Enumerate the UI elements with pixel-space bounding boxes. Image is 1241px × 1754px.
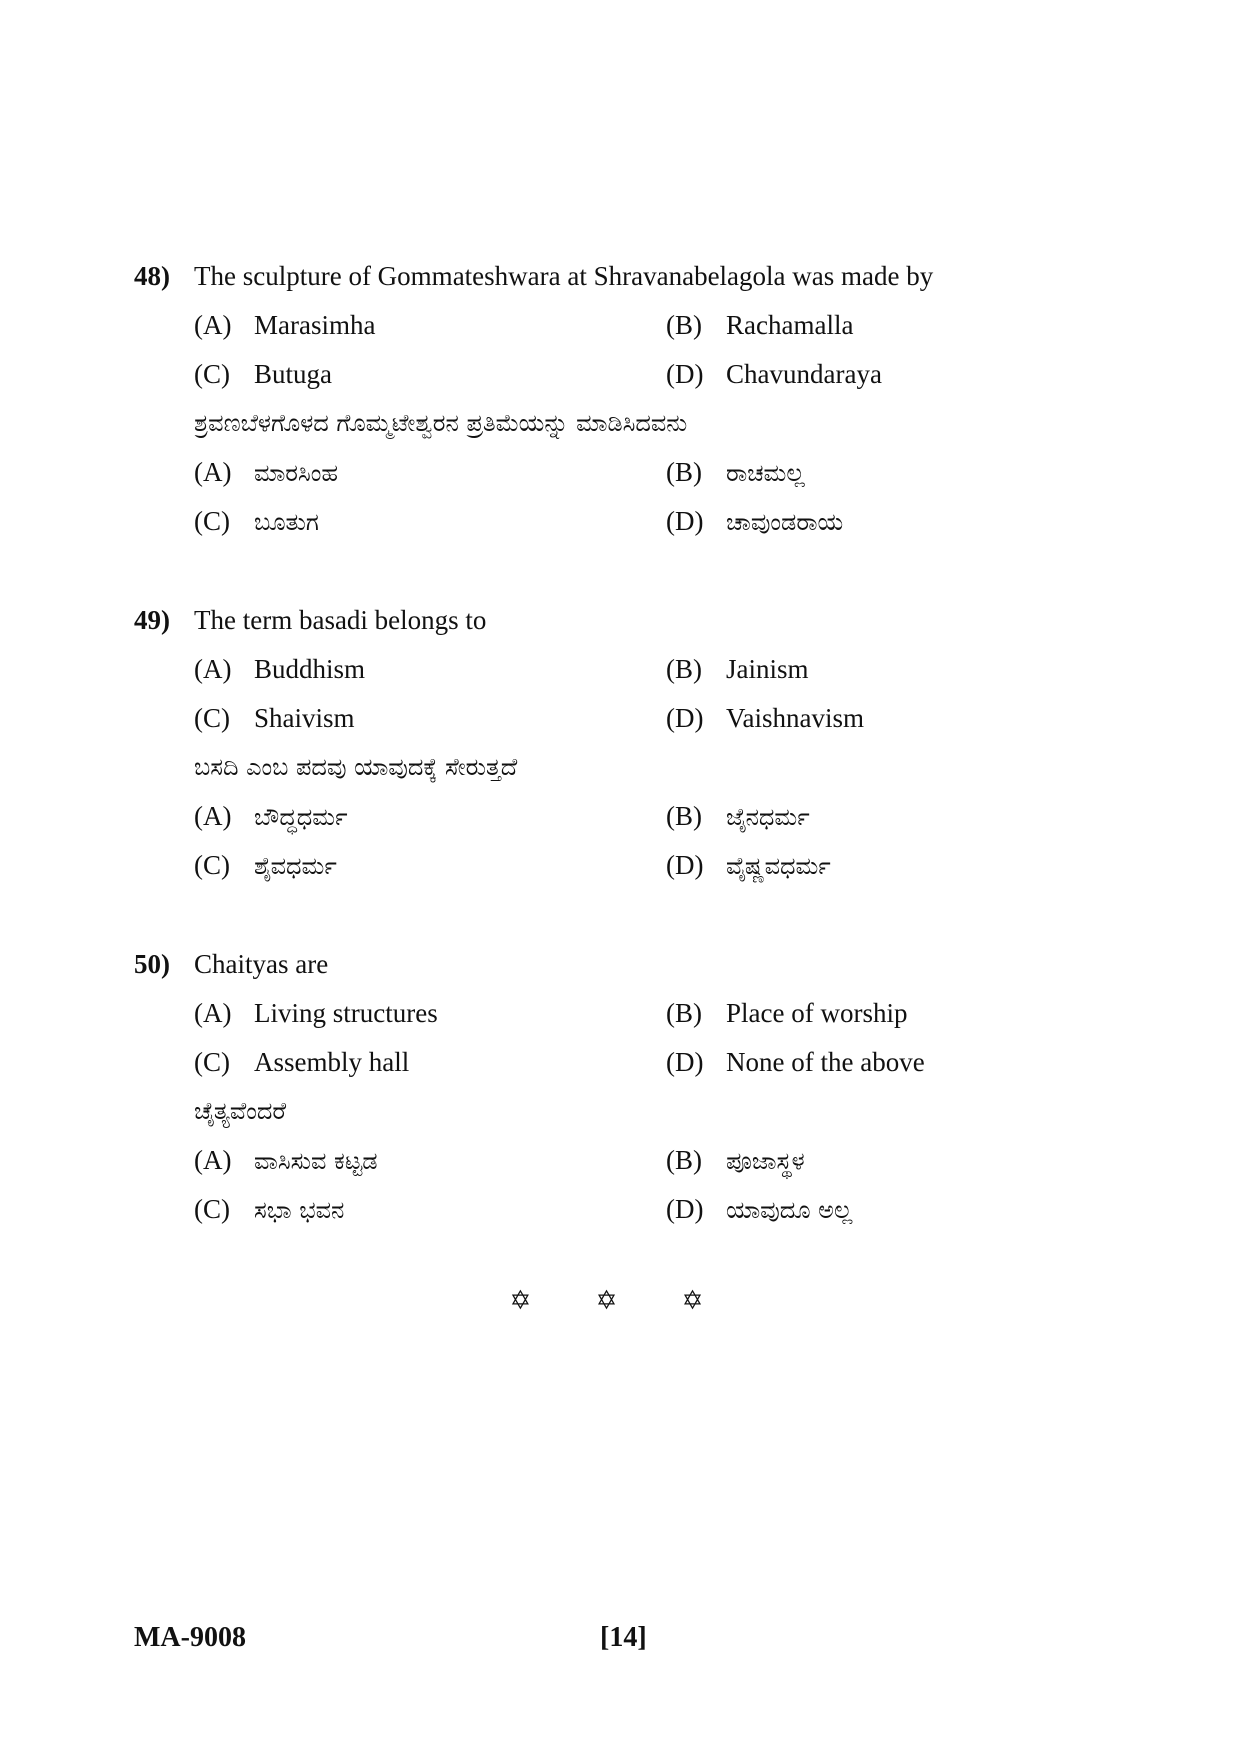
option-a-kannada (194, 1136, 378, 1186)
question-text: The term basadi belongs to (194, 605, 487, 635)
option-b-kannada (666, 792, 810, 842)
option-text: ರಾಚಮಲ್ಲ (726, 459, 805, 487)
option-label: (A) (194, 1145, 232, 1175)
options-row-kannada (194, 792, 1134, 841)
option-b (666, 301, 853, 350)
option-text: Assembly hall (254, 1047, 410, 1077)
question-text-kannada: ಬಸದಿ ಎಂಬ ಪದವು ಯಾವುದಕ್ಕೆ ಸೇರುತ್ತದೆ (194, 753, 518, 781)
page-number: [14] (600, 1622, 647, 1653)
options-row (194, 301, 1134, 350)
option-text: Rachamalla (726, 310, 854, 340)
paper-code: MA-9008 (134, 1622, 246, 1653)
options-row-kannada (194, 1136, 1134, 1185)
option-b-kannada (666, 448, 805, 498)
options-row (194, 989, 1134, 1038)
options-row-kannada (194, 497, 1134, 546)
options-row (194, 1038, 1134, 1087)
question-50 (134, 940, 1134, 1234)
option-b (666, 989, 907, 1038)
options-row (194, 350, 1134, 399)
question-line (134, 252, 1134, 301)
option-b-kannada (666, 1136, 805, 1186)
option-a-kannada (194, 792, 348, 842)
question-text: Chaityas are (194, 949, 329, 979)
option-c-kannada (194, 1185, 344, 1235)
option-c (194, 350, 332, 399)
option-c-kannada (194, 497, 319, 547)
option-text: Place of worship (726, 998, 908, 1028)
option-label: (C) (194, 1194, 230, 1224)
option-text: Shaivism (254, 703, 355, 733)
option-label: (D) (666, 703, 704, 733)
option-label: (B) (666, 998, 702, 1028)
option-d-kannada (666, 841, 831, 891)
options-row (194, 694, 1134, 743)
option-text: None of the above (726, 1047, 925, 1077)
question-text: The sculpture of Gommateshwara at Shravanabelagola was made by (194, 261, 934, 291)
option-text: ಚಾವುಂಡರಾಯ (726, 508, 844, 536)
option-label: (D) (666, 506, 704, 536)
option-d-kannada (666, 1185, 852, 1235)
option-c (194, 1038, 409, 1087)
option-label: (C) (194, 506, 230, 536)
option-label: (D) (666, 850, 704, 880)
option-text: Chavundaraya (726, 359, 882, 389)
option-a (194, 301, 375, 350)
question-49 (134, 596, 1134, 890)
question-48 (134, 252, 1134, 546)
option-label: (D) (666, 1194, 704, 1224)
option-text: Butuga (254, 359, 332, 389)
option-text: Buddhism (254, 654, 366, 684)
option-text: Jainism (726, 654, 809, 684)
option-d-kannada (666, 497, 843, 547)
option-label: (A) (194, 457, 232, 487)
option-a (194, 645, 365, 694)
option-a (194, 989, 438, 1038)
option-text: ಸಭಾ ಭವನ (254, 1196, 345, 1224)
option-label: (A) (194, 801, 232, 831)
option-text: ವೈಷ್ಣವಧರ್ಮ (726, 852, 831, 880)
option-label: (C) (194, 703, 230, 733)
option-label: (D) (666, 359, 704, 389)
option-label: (A) (194, 654, 232, 684)
question-number: 49) (134, 605, 170, 635)
option-d (666, 1038, 925, 1087)
question-line (134, 940, 1134, 989)
question-text-kannada: ಶ್ರವಣಬೆಳಗೊಳದ ಗೊಮ್ಮಟೇಶ್ವರನ ಪ್ರತಿಮೆಯನ್ನು ಮಾಡಿಸಿದವನು (194, 409, 688, 437)
option-text: ಶೈವಧರ್ಮ (254, 852, 337, 880)
options-row-kannada (194, 841, 1134, 890)
option-text: ಮಾರಸಿಂಹ (254, 459, 338, 487)
option-label: (B) (666, 457, 702, 487)
option-label: (A) (194, 310, 232, 340)
option-label: (C) (194, 1047, 230, 1077)
end-separator: ✡ ✡ ✡ (509, 1286, 732, 1316)
options-row (194, 645, 1134, 694)
question-text-kannada: ಚೈತ್ಯವೆಂದರೆ (194, 1097, 287, 1125)
option-label: (B) (666, 801, 702, 831)
option-text: ಪೂಜಾಸ್ಥಳ (726, 1147, 805, 1175)
option-text: ಜೈನಧರ್ಮ (726, 803, 810, 831)
option-text: Marasimha (254, 310, 376, 340)
options-row-kannada (194, 1185, 1134, 1234)
option-label: (B) (666, 1145, 702, 1175)
options-row-kannada (194, 448, 1134, 497)
option-d (666, 350, 882, 399)
option-text: ಬೌದ್ಧಧರ್ಮ (254, 803, 348, 831)
option-c (194, 694, 355, 743)
option-text: ಬೂತುಗ (254, 508, 319, 536)
option-label: (D) (666, 1047, 704, 1077)
option-d (666, 694, 864, 743)
question-number: 50) (134, 949, 170, 979)
option-label: (C) (194, 359, 230, 389)
question-number: 48) (134, 261, 170, 291)
option-text: ವಾಸಿಸುವ ಕಟ್ಟಡ (254, 1147, 378, 1175)
option-text: Vaishnavism (726, 703, 864, 733)
option-label: (B) (666, 654, 702, 684)
option-label: (C) (194, 850, 230, 880)
option-b (666, 645, 809, 694)
option-c-kannada (194, 841, 337, 891)
option-a-kannada (194, 448, 338, 498)
question-line (134, 596, 1134, 645)
option-text: ಯಾವುದೂ ಅಲ್ಲ (726, 1196, 853, 1224)
option-label: (A) (194, 998, 232, 1028)
option-label: (B) (666, 310, 702, 340)
option-text: Living structures (254, 998, 438, 1028)
